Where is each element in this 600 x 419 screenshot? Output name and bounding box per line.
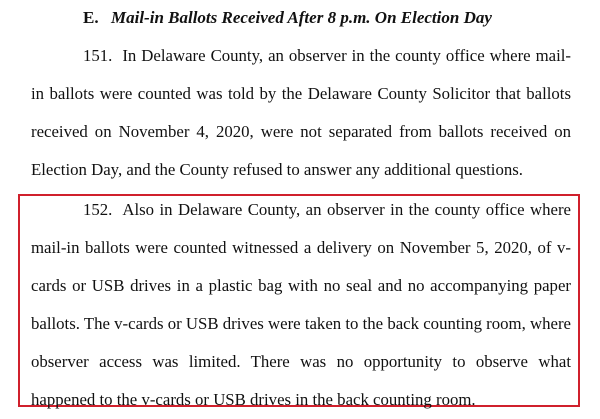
paragraph-151	[31, 37, 571, 189]
paragraph-text: Also in Delaware County, an observer in the county office where mail-in ballots were counted witnessed a delivery on November 5, 2020, of v-cards or USB drives in a plastic bag with no seal and no accompanying paper ballots. The v-cards or USB drives were taken to the back counting room, where observer access was limited. There was no opportunity to observe what happened to the v-cards or USB drives in the back counting room.	[31, 200, 571, 409]
paragraph-number: 152.	[83, 200, 113, 219]
section-title: Mail-in Ballots Received After 8 p.m. On Election Day	[111, 8, 492, 27]
paragraph-number: 151.	[83, 46, 113, 65]
paragraph-text: In Delaware County, an observer in the county office where mail-in ballots were counted was told by the Delaware County Solicitor that ballots received on November 4, 2020, were not separated from ballots received on Election Day, and the County refused to answer any additional questions.	[31, 46, 572, 179]
section-heading	[83, 6, 492, 30]
section-letter: E.	[83, 8, 99, 27]
paragraph-152	[31, 191, 571, 419]
